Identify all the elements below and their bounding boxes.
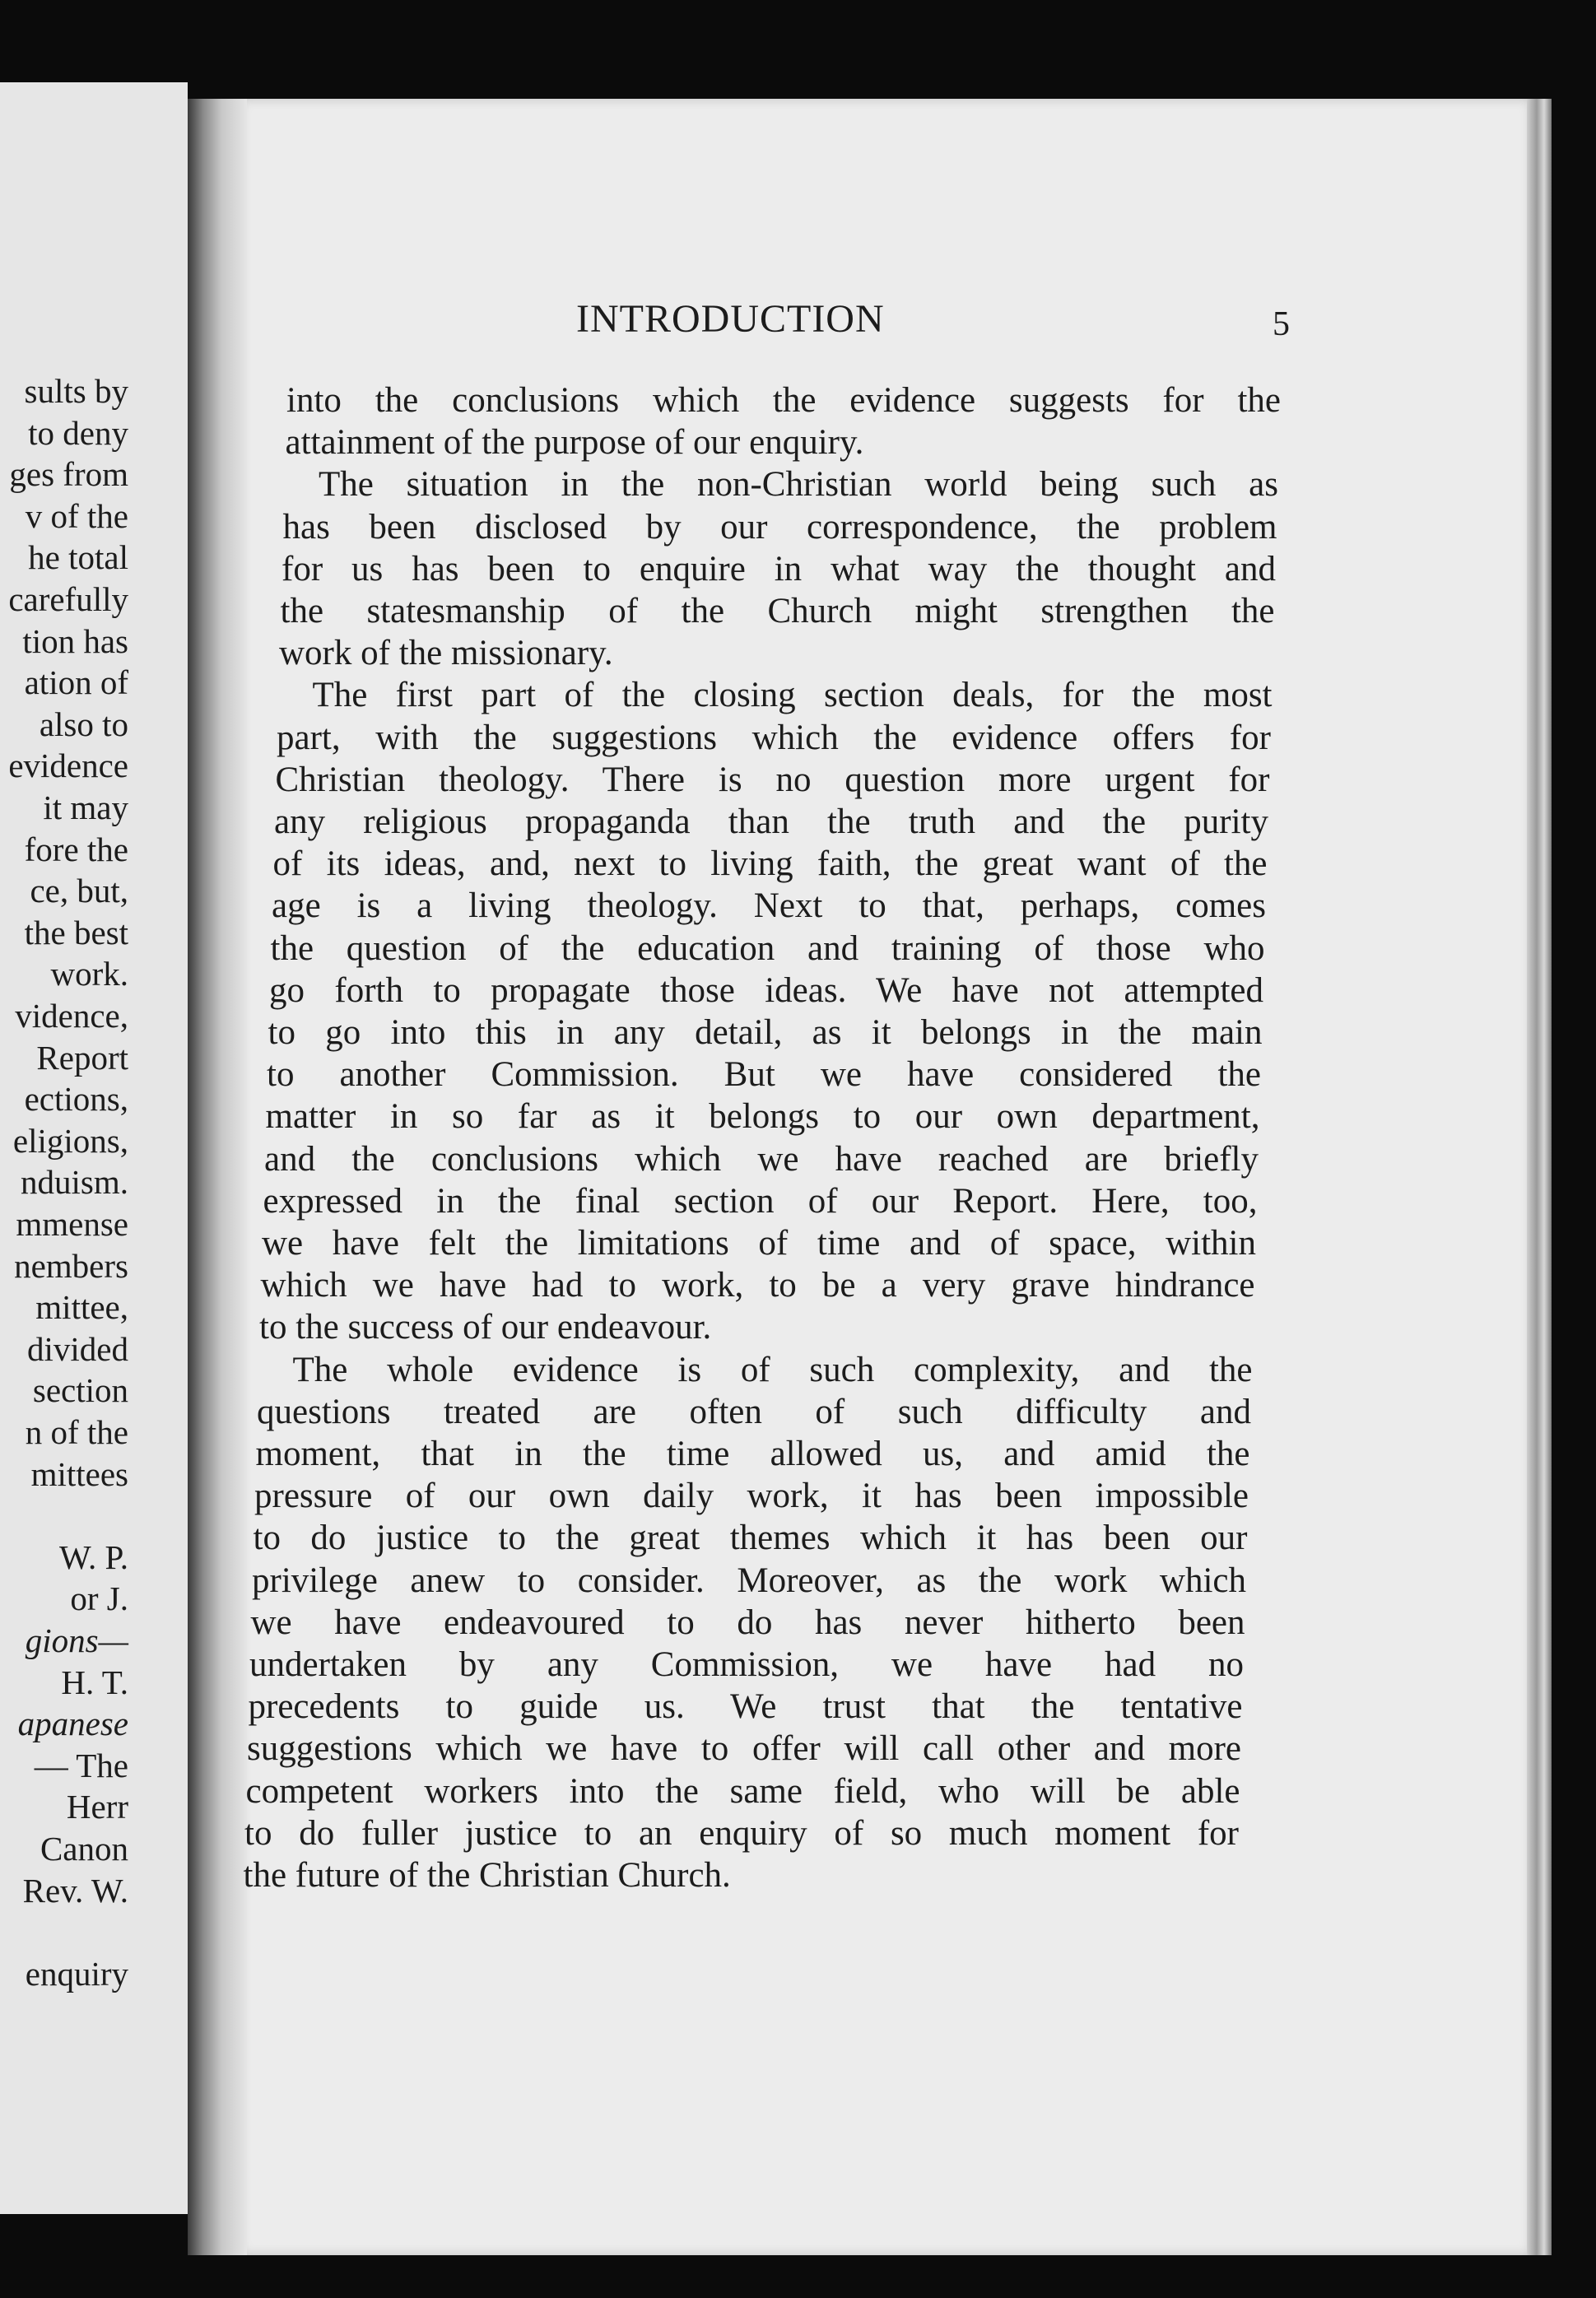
text-line: Christian theology. There is no question more urgent for — [275, 760, 1270, 799]
left-page-line: ation of — [24, 663, 128, 702]
left-page-line: eligions, — [12, 1121, 128, 1160]
text-line: go forth to propagate those ideas. We have not attempted — [269, 970, 1263, 1010]
text-line: The whole evidence is of such complexity, and the — [292, 1350, 1253, 1389]
text-line: for us has been to enquire in what way the thought and — [282, 549, 1276, 588]
text-line: which we have had to work, to be a very grave hindrance — [260, 1266, 1255, 1305]
text-line: undertaken by any Commission, we have had no — [249, 1645, 1244, 1684]
text-line: has been disclosed by our correspondence, the problem — [282, 507, 1277, 547]
text-line: The first part of the closing section deals, for the most — [312, 676, 1273, 715]
text-line: moment, that in the time allowed us, and amid the — [255, 1435, 1250, 1473]
text-line: to go into this in any detail, as it belongs in the main — [268, 1013, 1263, 1052]
left-page-line: fore the — [24, 830, 128, 868]
left-page-line: enquiry — [25, 1954, 128, 1993]
text-line: matter in so far as it belongs to our own department, — [265, 1097, 1260, 1137]
text-line: the statesmanship of the Church might strengthen the — [280, 592, 1275, 630]
text-line: precedents to guide us. We trust that the tentative — [248, 1687, 1243, 1727]
text-line: attainment of the purpose of our enquiry. — [285, 423, 864, 463]
left-page-line: also to — [39, 705, 128, 743]
left-page-line: nembers — [14, 1246, 128, 1285]
facing-page-left — [0, 82, 188, 2214]
left-page-line: nduism. — [21, 1163, 128, 1202]
left-page-line: carefully — [8, 580, 128, 618]
left-page-line: work. — [50, 955, 128, 993]
text-line: The situation in the non-Christian world being such as — [319, 465, 1278, 505]
left-page-line: mittees — [30, 1454, 128, 1493]
left-page-line: the best — [24, 913, 128, 951]
left-page-line: v of the — [25, 496, 128, 535]
left-page-line: H. T. — [61, 1663, 128, 1701]
text-line: age is a living theology. Next to that, perhaps, comes — [272, 886, 1266, 926]
left-page-line: Herr — [66, 1788, 128, 1826]
running-head: INTRODUCTION — [576, 297, 885, 341]
left-page-line: Rev. W. — [22, 1871, 128, 1910]
text-line: expressed in the final section of our Report. Here, too, — [263, 1181, 1258, 1221]
left-page-line: section — [32, 1371, 128, 1410]
text-line: we have endeavoured to do has never hitherto been — [250, 1603, 1245, 1642]
text-line: suggestions which we have to offer will call other and more — [247, 1729, 1241, 1769]
left-page-line: ections, — [24, 1080, 128, 1119]
text-line: any religious propaganda than the truth and the purity — [274, 802, 1268, 841]
text-line: privilege anew to consider. Moreover, as the work which — [252, 1561, 1246, 1600]
left-page-line: Report — [36, 1038, 128, 1077]
text-line: to do fuller justice to an enquiry of so much moment for — [244, 1813, 1239, 1853]
text-line: part, with the suggestions which the evidence offers for — [277, 718, 1271, 757]
text-line: the question of the education and training of those who — [270, 928, 1265, 968]
text-line: we have felt the limitations of time and of space, within — [262, 1224, 1256, 1263]
left-page-line: W. P. — [59, 1537, 128, 1576]
text-line: work of the missionary. — [279, 634, 613, 673]
text-line: pressure of our own daily work, it has been impossible — [254, 1477, 1249, 1516]
left-page-line: divided — [27, 1329, 128, 1368]
text-line: the future of the Christian Church. — [243, 1856, 731, 1895]
left-page-line: to deny — [28, 413, 128, 452]
left-page-line: ce, but, — [30, 872, 128, 910]
left-page-line: apanese — [17, 1705, 128, 1743]
left-page-line: — The — [34, 1746, 128, 1784]
left-page-line: sults by — [24, 372, 128, 410]
left-page-line: ges from — [9, 455, 128, 494]
text-line: and the conclusions which we have reached are briefly — [264, 1139, 1259, 1179]
book-gutter — [188, 99, 249, 2255]
left-page-line: Canon — [40, 1830, 128, 1868]
text-line: to do justice to the great themes which it has been our — [253, 1519, 1248, 1558]
left-page-line: mittee, — [35, 1288, 128, 1327]
left-page-line: it may — [43, 788, 128, 826]
text-line: into the conclusions which the evidence suggests for the — [286, 381, 1281, 420]
left-page-line: gions— — [25, 1621, 128, 1659]
text-line: questions treated are often of such difficulty and — [257, 1392, 1251, 1431]
text-line: of its ideas, and, next to living faith, the great want of the — [272, 844, 1268, 884]
text-line: competent workers into the same field, who will be able — [245, 1771, 1240, 1811]
text-line: to another Commission. But we have considered the — [267, 1055, 1261, 1095]
left-page-line: vidence, — [15, 997, 128, 1035]
page-number: 5 — [1273, 305, 1290, 343]
left-page-line: he total — [28, 538, 128, 577]
left-page-line: n of the — [25, 1413, 128, 1451]
text-line: to the success of our endeavour. — [259, 1308, 712, 1347]
left-page-line: tion has — [22, 621, 128, 660]
left-page-line: evidence — [8, 747, 128, 785]
left-page-line: mmense — [16, 1205, 128, 1243]
page-edge — [1527, 99, 1552, 2255]
left-page-line: or J. — [70, 1579, 128, 1618]
